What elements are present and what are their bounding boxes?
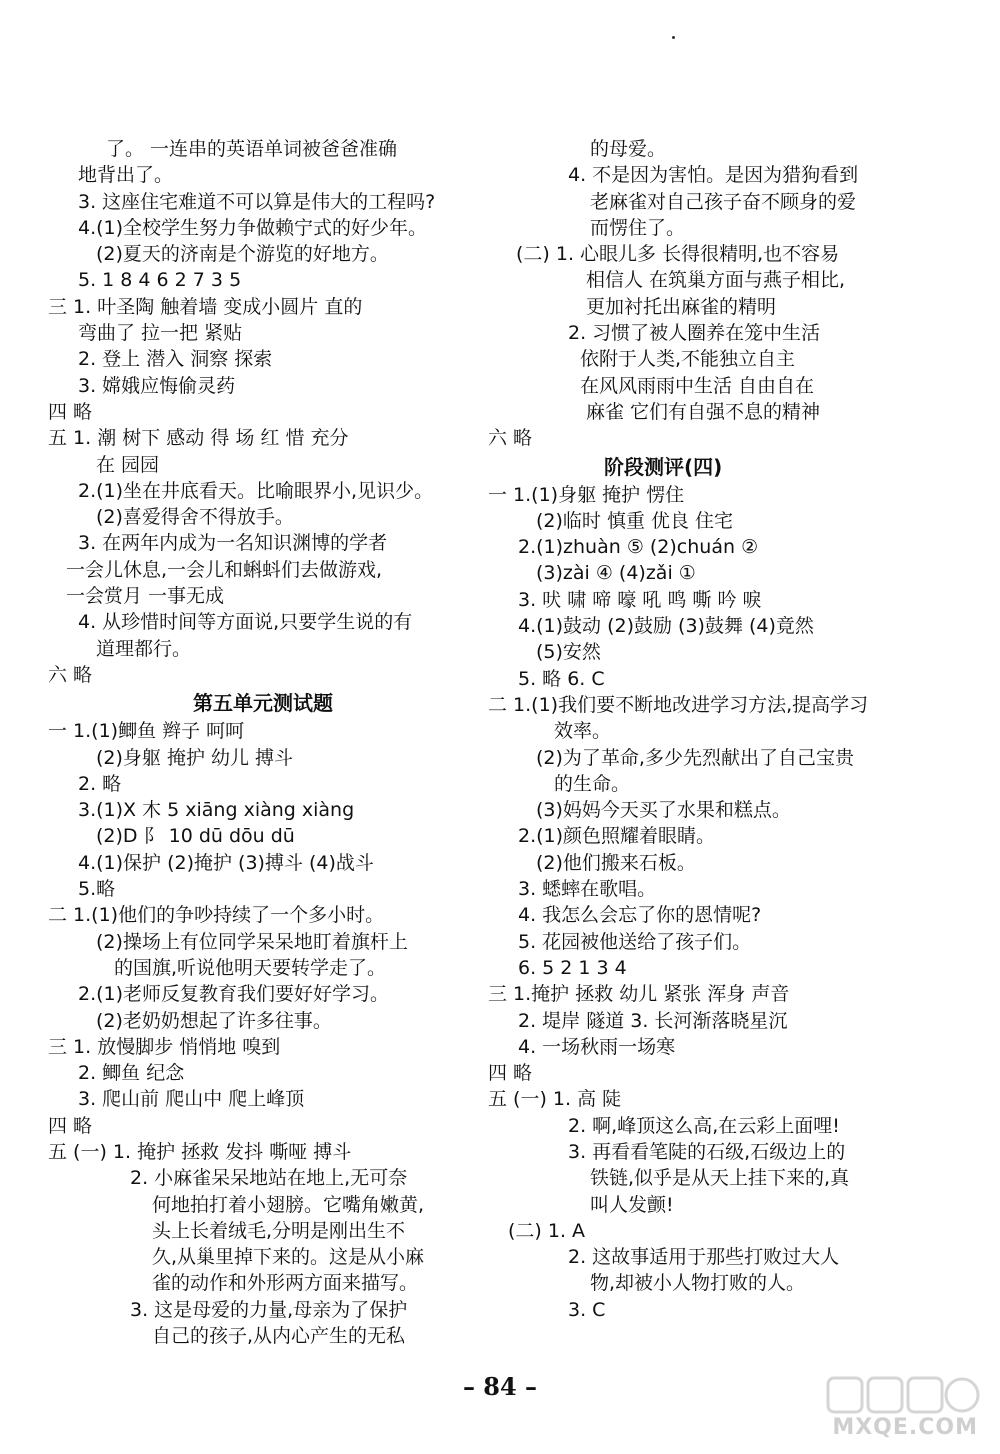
answer-line: 2.(1)老师反复教育我们要好好学习。	[78, 983, 390, 1006]
answer-line: (2)喜爱得舍不得放手。	[96, 506, 294, 529]
answer-line: 在风风雨雨中生活 自由自在	[580, 374, 815, 397]
answer-line: 2. 啊,峰顶这么高,在云彩上面哩!	[568, 1114, 840, 1137]
answer-line: 自己的孩子,从内心产生的无私	[152, 1325, 406, 1348]
answer-line: (二) 1. A	[508, 1219, 586, 1242]
answer-line: 2. 堤岸 隧道 3. 长河渐落晓星沉	[518, 1009, 788, 1032]
answer-line: 三 1. 叶圣陶 触着墙 变成小圆片 直的	[48, 295, 363, 318]
answer-line: 叫人发颤!	[590, 1193, 674, 1216]
answer-line: 而愣住了。	[590, 216, 686, 239]
answer-line: (2)为了革命,多少先烈献出了自己宝贵	[536, 746, 854, 769]
answer-line: 二 1.(1)我们要不断地改进学习方法,提高学习	[488, 693, 869, 716]
answer-line: 的生命。	[554, 772, 631, 795]
answer-line: 麻雀 它们有自强不息的精神	[586, 400, 821, 423]
answer-line: 5. 1 8 4 6 2 7 3 5	[78, 269, 242, 292]
answer-line: (2)临时 慎重 优良 住宅	[536, 509, 734, 532]
section-heading: 阶段测评(四)	[604, 454, 723, 479]
left-answer-column	[48, 136, 478, 1349]
answer-line: (5)安然	[536, 641, 601, 664]
answer-line: 一 1.(1)鲫鱼 辫子 呵呵	[48, 720, 245, 743]
answer-line: 五 (一) 1. 高 陡	[488, 1088, 622, 1111]
answer-line: (二) 1. 心眼儿多 长得很精明,也不容易	[516, 243, 840, 266]
answer-line: 2.(1)zhuàn ⑤ (2)chuán ②	[518, 536, 759, 559]
watermark-logo	[822, 1372, 982, 1442]
answer-line: 3. 这是母爱的力量,母亲为了保护	[130, 1298, 408, 1321]
answer-line: 5. 略 6. C	[518, 667, 605, 690]
answer-line: 物,却被小人物打败的人。	[590, 1272, 806, 1295]
answer-line: 6. 5 2 1 3 4	[518, 956, 627, 979]
answer-line: 2. 习惯了被人圈养在笼中生活	[568, 322, 821, 345]
section-heading: 第五单元测试题	[193, 691, 333, 716]
answer-line: 了。 一连串的英语单词被爸爸准确	[106, 138, 398, 160]
answer-line: 3. C	[568, 1298, 606, 1321]
answer-line: 五 1. 潮 树下 感动 得 场 红 惜 充分	[48, 427, 349, 450]
answer-line: 2. 鲫鱼 纪念	[78, 1062, 185, 1085]
answer-line: 头上长着绒毛,分明是刚出生不	[152, 1219, 406, 1242]
right-answer-column	[488, 136, 908, 1323]
answer-line: 2. 这故事适用于那些打败过大人	[568, 1246, 840, 1269]
answer-line: 铁链,似乎是从天上挂下来的,真	[590, 1167, 850, 1190]
answer-line: 何地拍打着小翅膀。它嘴角嫩黄,	[152, 1193, 425, 1216]
answer-line: 三 1. 放慢脚步 悄悄地 嗅到	[48, 1035, 281, 1058]
answer-line: (2)操场上有位同学呆呆地盯着旗杆上	[96, 930, 408, 953]
answer-line: 更加衬托出麻雀的精明	[586, 295, 777, 318]
answer-line: 3. 这座住宅难道不可以算是伟大的工程吗?	[78, 190, 436, 213]
answer-line: (2)他们搬来石板。	[536, 851, 696, 874]
answer-line: 3.(1)X 木 5 xiāng xiàng xiàng	[78, 799, 355, 822]
answer-line: 地背出了。	[78, 164, 174, 187]
answer-line: 六 略	[488, 427, 533, 450]
answer-line: 3. 爬山前 爬山中 爬上峰顶	[78, 1088, 305, 1111]
watermark-text: MXQE.COM	[832, 1415, 978, 1440]
answer-line: 4.(1)全校学生努力争做赖宁式的好少年。	[78, 216, 428, 239]
answer-line: 在 园园	[96, 453, 160, 476]
answer-line: (2)夏天的济南是个游览的好地方。	[96, 243, 389, 266]
scan-dot	[672, 36, 675, 39]
answer-line: 5. 花园被他送给了孩子们。	[518, 930, 752, 953]
answer-line: 四 略	[48, 1114, 93, 1137]
answer-line: 久,从巢里掉下来的。这是从小麻	[152, 1246, 425, 1269]
answer-line: 的国旗,听说他明天要转学走了。	[114, 956, 387, 979]
answer-line: 2. 略	[78, 772, 122, 795]
answer-line: 弯曲了 拉一把 紧贴	[78, 322, 243, 345]
answer-line: 一会赏月 一事无成	[66, 585, 225, 608]
answer-line: 5.略	[78, 878, 116, 901]
answer-line: 4. 不是因为害怕。是因为猎狗看到	[568, 164, 859, 187]
answer-line: 4.(1)保护 (2)掩护 (3)搏斗 (4)战斗	[78, 851, 374, 874]
answer-line: 一会儿休息,一会儿和蝌蚪们去做游戏,	[66, 558, 383, 581]
answer-line: 3. 嫦娥应悔偷灵药	[78, 374, 236, 397]
answer-line: (3)妈妈今天买了水果和糕点。	[536, 799, 791, 822]
answer-line: 2. 登上 潜入 洞察 探索	[78, 348, 273, 371]
answer-line: 一 1.(1)身躯 掩护 愣住	[488, 483, 685, 506]
answer-line: 相信人 在筑巢方面与燕子相比,	[586, 269, 846, 292]
answer-line: 3. 在两年内成为一名知识渊博的学者	[78, 532, 388, 555]
answer-line: 道理都行。	[96, 637, 192, 660]
answer-line: 老麻雀对自己孩子奋不顾身的爱	[590, 190, 857, 213]
answer-line: 依附于人类,不能独立自主	[580, 348, 796, 371]
page-number: – 84 –	[462, 1372, 538, 1401]
answer-line: 五 (一) 1. 掩护 拯救 发抖 嘶哑 搏斗	[48, 1140, 352, 1163]
watermark-graphic-icon	[822, 1372, 982, 1418]
answer-line: 六 略	[48, 663, 93, 686]
answer-line: 四 略	[488, 1062, 533, 1085]
answer-line: 三 1.掩护 拯救 幼儿 紧张 浑身 声音	[488, 983, 790, 1006]
answer-line: 3. 蟋蟀在歌唱。	[518, 878, 657, 901]
answer-line: 雀的动作和外形两方面来描写。	[152, 1272, 419, 1295]
answer-line: 4.(1)鼓动 (2)鼓励 (3)鼓舞 (4)竟然	[518, 615, 814, 638]
answer-line: 4. 一场秋雨一场寒	[518, 1035, 676, 1058]
answer-line: 四 略	[48, 400, 93, 423]
answer-line: 2. 小麻雀呆呆地站在地上,无可奈	[130, 1167, 408, 1190]
answer-line: (2)老奶奶想起了许多往事。	[96, 1009, 332, 1032]
answer-line: 4. 我怎么会忘了你的恩情呢?	[518, 904, 762, 927]
answer-line: 3. 吠 啸 啼 嚎 吼 鸣 嘶 吟 唳	[518, 588, 762, 611]
answer-line: 4. 从珍惜时间等方面说,只要学生说的有	[78, 611, 413, 634]
answer-line: 效率。	[554, 720, 612, 743]
answer-line: (2)身躯 掩护 幼儿 搏斗	[96, 746, 294, 769]
answer-line: 2.(1)颜色照耀着眼睛。	[518, 825, 716, 848]
answer-line: 2.(1)坐在井底看天。比喻眼界小,见识少。	[78, 479, 434, 502]
answer-line: 的母爱。	[590, 138, 667, 160]
answer-line: (3)zài ④ (4)zǎi ①	[536, 562, 696, 585]
answer-line: 二 1.(1)他们的争吵持续了一个多小时。	[48, 904, 385, 927]
answer-line: (2)D 阝 10 dū dōu dū	[96, 825, 295, 848]
answer-line: 3. 再看看笔陡的石级,石级边上的	[568, 1140, 846, 1163]
